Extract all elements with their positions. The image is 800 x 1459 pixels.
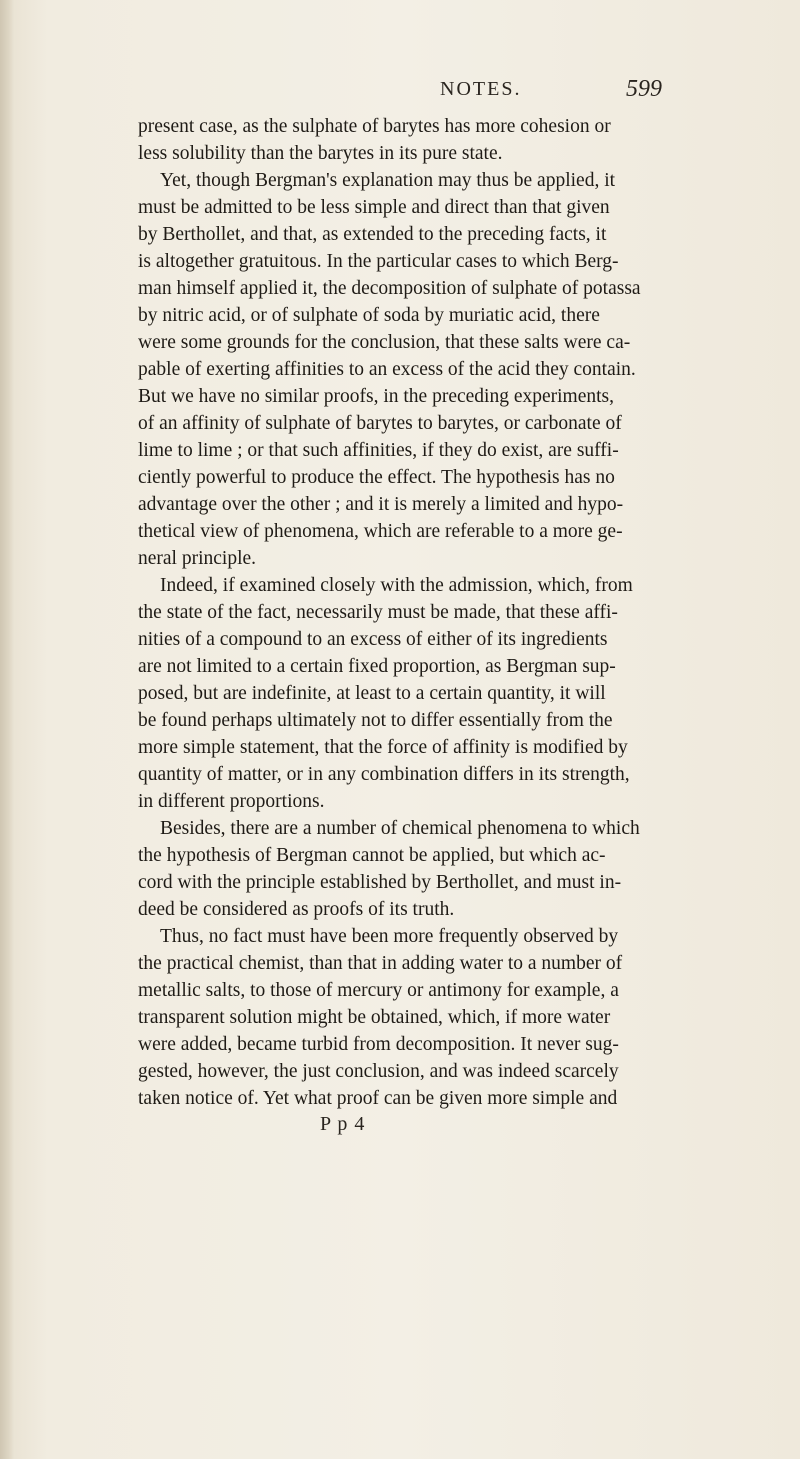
page-number: 599	[626, 76, 662, 102]
text-line: taken notice of. Yet what proof can be given more simple and	[138, 1088, 618, 1109]
text-line: metallic salts, to those of mercury or antimony for example, a	[138, 980, 619, 1001]
text-line: pable of exerting affinities to an excess of the acid they contain.	[138, 359, 636, 380]
text-line: present case, as the sulphate of barytes has more cohesion or	[138, 116, 611, 137]
signature-mark: P p 4	[320, 1113, 366, 1135]
text-line: by Berthollet, and that, as extended to the preceding facts, it	[138, 224, 607, 245]
text-line: less solubility than the barytes in its pure state.	[138, 143, 503, 164]
text-line: advantage over the other ; and it is merely a limited and hypo-	[138, 494, 624, 515]
text-line: more simple statement, that the force of affinity is modified by	[138, 737, 628, 758]
text-line: But we have no similar proofs, in the preceding experiments,	[138, 386, 614, 407]
text-line: deed be considered as proofs of its truth.	[138, 899, 455, 920]
text-line: gested, however, the just conclusion, and was indeed scarcely	[138, 1061, 619, 1082]
text-line: ciently powerful to produce the effect. The hypothesis has no	[138, 467, 615, 488]
text-line: the hypothesis of Bergman cannot be applied, but which ac-	[138, 845, 606, 866]
text-line: Yet, though Bergman's explanation may thus be applied, it	[160, 170, 616, 191]
running-head	[0, 78, 800, 108]
text-line: cord with the principle established by Berthollet, and must in-	[138, 872, 622, 893]
text-line: be found perhaps ultimately not to differ essentially from the	[138, 710, 613, 731]
text-line: must be admitted to be less simple and direct than that given	[138, 197, 610, 218]
text-line: is altogether gratuitous. In the particular cases to which Berg-	[138, 251, 619, 272]
text-line: lime to lime ; or that such affinities, if they do exist, are suffi-	[138, 440, 619, 461]
text-line: of an affinity of sulphate of barytes to barytes, or carbonate of	[138, 413, 622, 434]
text-line: Besides, there are a number of chemical phenomena to which	[160, 818, 640, 839]
text-line: transparent solution might be obtained, which, if more water	[138, 1007, 611, 1028]
text-line: in different proportions.	[138, 791, 325, 812]
text-line: Indeed, if examined closely with the admission, which, from	[160, 575, 633, 596]
text-line: were added, became turbid from decomposition. It never sug-	[138, 1034, 619, 1055]
text-line: the practical chemist, than that in adding water to a number of	[138, 953, 623, 974]
text-line: posed, but are indefinite, at least to a certain quantity, it will	[138, 683, 606, 704]
text-line: neral principle.	[138, 548, 257, 569]
page-gutter	[0, 0, 14, 1459]
text-line: man himself applied it, the decomposition of sulphate of potassa	[138, 278, 641, 299]
text-line: nities of a compound to an excess of either of its ingredients	[138, 629, 608, 650]
text-line: by nitric acid, or of sulphate of soda by muriatic acid, there	[138, 305, 600, 326]
text-line: the state of the fact, necessarily must be made, that these affi-	[138, 602, 618, 623]
text-line: thetical view of phenomena, which are referable to a more ge-	[138, 521, 623, 542]
running-head-title: NOTES.	[440, 78, 522, 100]
text-line: quantity of matter, or in any combination differs in its strength,	[138, 764, 630, 785]
text-line: were some grounds for the conclusion, that these salts were ca-	[138, 332, 631, 353]
text-line: are not limited to a certain fixed proportion, as Bergman sup-	[138, 656, 616, 677]
text-line: Thus, no fact must have been more frequently observed by	[160, 926, 619, 947]
